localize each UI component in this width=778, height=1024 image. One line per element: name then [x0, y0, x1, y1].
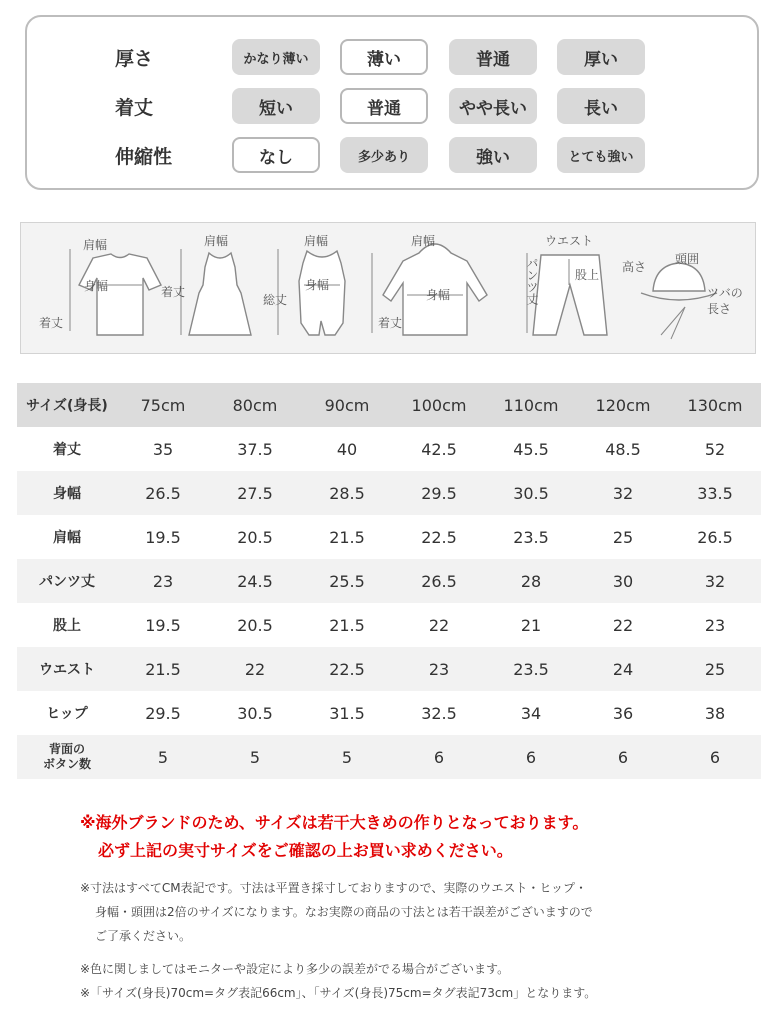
- option-none-selected: なし: [232, 137, 320, 173]
- table-cell: 6: [393, 735, 485, 779]
- table-cell: 30: [577, 559, 669, 603]
- table-cell: 23: [117, 559, 209, 603]
- table-cell: 26.5: [697, 527, 733, 547]
- table-cell: 30.5: [237, 703, 273, 723]
- jacket-length-label: 着丈: [378, 316, 403, 330]
- table-cell: 22: [612, 615, 634, 635]
- option-strong: 強い: [449, 137, 537, 173]
- table-cell: 20.5: [237, 527, 273, 547]
- option-short: 短い: [232, 88, 320, 124]
- size-header-cell: 80cm: [209, 383, 301, 427]
- romper-shoulder-label: 肩幅: [304, 234, 329, 248]
- table-cell: 22.5: [301, 647, 393, 691]
- size-warning-line2: 必ず上記の実寸サイズをご確認の上お買い求めください。: [98, 841, 513, 860]
- table-cell: 5: [301, 735, 393, 779]
- table-cell: 26.5: [393, 559, 485, 603]
- table-cell: 6: [577, 735, 669, 779]
- size-header-label: サイズ(身長): [17, 383, 117, 427]
- pants-waist-label: ウエスト: [545, 234, 594, 248]
- table-cell: 30.5: [485, 471, 577, 515]
- size-header-cell: 75cm: [117, 383, 209, 427]
- table-row: [17, 603, 761, 647]
- attr-label-length: 着丈: [115, 97, 154, 119]
- table-cell: 21.5: [329, 615, 365, 635]
- table-cell: 22.5: [421, 527, 457, 547]
- table-cell: 36: [612, 703, 634, 723]
- jacket-shoulder-label: 肩幅: [411, 234, 436, 248]
- table-row: [17, 471, 761, 515]
- size-warning-line1: ※海外ブランドのため、サイズは若干大きめの作りとなっております。: [80, 813, 589, 832]
- table-row: [17, 427, 761, 471]
- table-cell: 26.5: [117, 471, 209, 515]
- pants-length-label: パンツ丈: [525, 257, 539, 305]
- row-label: パンツ丈: [17, 559, 117, 603]
- option-normal-thickness: 普通: [449, 39, 537, 75]
- tshirt-icon: [79, 254, 161, 335]
- tshirt-body-label: 身幅: [84, 279, 109, 293]
- pants-icon: [533, 255, 607, 335]
- table-cell: 33.5: [669, 471, 761, 515]
- measurement-diagrams: [21, 223, 757, 355]
- table-cell: 31.5: [329, 703, 365, 723]
- table-row: [17, 691, 761, 735]
- pants-rise-label: 股上: [575, 268, 600, 282]
- option-thick: 厚い: [557, 39, 645, 75]
- table-cell: 38: [704, 703, 726, 723]
- note-measurement-line3: ご了承ください。: [95, 929, 192, 943]
- option-some: 多少あり: [340, 137, 428, 173]
- table-cell: 23: [704, 615, 726, 635]
- size-header-cell: 110cm: [485, 383, 577, 427]
- option-thin-selected: 薄い: [340, 39, 428, 75]
- table-cell: 45.5: [513, 439, 549, 459]
- attr-row-length: [27, 88, 757, 128]
- romper-icon: [299, 251, 345, 335]
- table-cell: 28.5: [301, 471, 393, 515]
- attr-row-stretch: [27, 137, 757, 177]
- table-cell: 32: [577, 471, 669, 515]
- table-cell: 19.5: [145, 527, 181, 547]
- measurement-guide-illustration: [20, 222, 756, 354]
- table-cell: 19.5: [145, 615, 181, 635]
- option-very-thin: かなり薄い: [232, 39, 320, 75]
- tshirt-length-label: 着丈: [39, 316, 64, 330]
- table-cell: 40: [336, 439, 358, 459]
- option-normal-length-selected: 普通: [340, 88, 428, 124]
- note-color: ※色に関しましてはモニターや設定により多少の誤差がでる場合がございます。: [80, 962, 510, 976]
- table-cell: 48.5: [605, 439, 641, 459]
- romper-body-label: 身幅: [305, 278, 330, 292]
- table-cell: 23.5: [485, 647, 577, 691]
- table-cell: 22: [209, 647, 301, 691]
- table-cell: 29.5: [393, 471, 485, 515]
- row-label: 股上: [53, 618, 81, 634]
- table-cell: 23.5: [513, 527, 549, 547]
- tshirt-shoulder-label: 肩幅: [83, 238, 108, 252]
- option-long: 長い: [557, 88, 645, 124]
- table-cell: 27.5: [209, 471, 301, 515]
- jacket-body-label: 身幅: [426, 288, 451, 302]
- hat-brim-label-line1: ツバの: [707, 286, 743, 300]
- dress-length-label: 着丈: [161, 285, 186, 299]
- table-cell: 25: [669, 647, 761, 691]
- table-row: [17, 647, 761, 691]
- table-cell: 29.5: [145, 703, 181, 723]
- table-cell: 23: [393, 647, 485, 691]
- table-cell: 6: [669, 735, 761, 779]
- table-cell: 5: [117, 735, 209, 779]
- attr-label-stretch: 伸縮性: [115, 146, 173, 168]
- hat-brim-label-line2: 長さ: [707, 302, 732, 316]
- note-measurement-line2: 身幅・頭囲は2倍のサイズになります。なお実際の商品の寸法とは若干誤差がございますので: [95, 905, 593, 919]
- dress-shoulder-label: 肩幅: [204, 234, 229, 248]
- row-label: 身幅: [17, 471, 117, 515]
- table-cell: 25.5: [301, 559, 393, 603]
- size-header-cell: 130cm: [669, 383, 761, 427]
- size-chart-table: [17, 383, 761, 779]
- table-cell: 32.5: [421, 703, 457, 723]
- hat-icon: [653, 263, 705, 291]
- table-cell: 24.5: [209, 559, 301, 603]
- option-somewhat-long: やや長い: [449, 88, 537, 124]
- table-row: [17, 515, 761, 559]
- table-cell: 6: [485, 735, 577, 779]
- table-cell: 34: [520, 703, 542, 723]
- attr-label-thickness: 厚さ: [115, 48, 154, 70]
- option-very-strong: とても強い: [557, 137, 645, 173]
- row-label-line2: ボタン数: [42, 757, 91, 771]
- table-cell: 37.5: [237, 439, 273, 459]
- row-label-line1: 背面の: [48, 742, 85, 756]
- size-header-cell: 90cm: [301, 383, 393, 427]
- row-label: ウエスト: [17, 647, 117, 691]
- fabric-attributes-card: [25, 15, 759, 190]
- table-cell: 22: [428, 615, 450, 635]
- table-cell: 20.5: [237, 615, 273, 635]
- table-cell: 21.5: [117, 647, 209, 691]
- table-cell: 21: [520, 615, 542, 635]
- row-label: 着丈: [53, 442, 81, 458]
- table-header-row: [17, 383, 761, 427]
- row-label: [17, 735, 117, 779]
- row-label: ヒップ: [46, 706, 88, 722]
- table-cell: 28: [485, 559, 577, 603]
- table-cell: 52: [704, 439, 726, 459]
- row-label: 肩幅: [53, 530, 81, 546]
- dress-icon: [189, 253, 251, 335]
- romper-total-length-label: 総丈: [263, 293, 288, 307]
- size-header-cell: 100cm: [393, 383, 485, 427]
- note-tag-size: ※「サイズ(身長)70cm=タグ表記66cm」、「サイズ(身長)75cm=タグ表記73cm」となります。: [80, 986, 597, 1000]
- table-cell: 42.5: [421, 439, 457, 459]
- size-header-cell: 120cm: [577, 383, 669, 427]
- hat-head-label: 頭囲: [675, 252, 700, 266]
- hat-height-label: 高さ: [622, 260, 647, 274]
- table-cell: 25: [612, 527, 634, 547]
- table-row: [17, 735, 761, 779]
- table-row: [17, 559, 761, 603]
- table-cell: 32: [669, 559, 761, 603]
- attr-row-thickness: [27, 39, 757, 79]
- table-cell: 21.5: [329, 527, 365, 547]
- table-cell: 5: [209, 735, 301, 779]
- table-cell: 35: [152, 439, 174, 459]
- note-measurement-line1: ※寸法はすべてCM表記です。寸法は平置き採寸しておりますので、実際のウエスト・ヒップ・: [80, 881, 587, 895]
- table-cell: 24: [577, 647, 669, 691]
